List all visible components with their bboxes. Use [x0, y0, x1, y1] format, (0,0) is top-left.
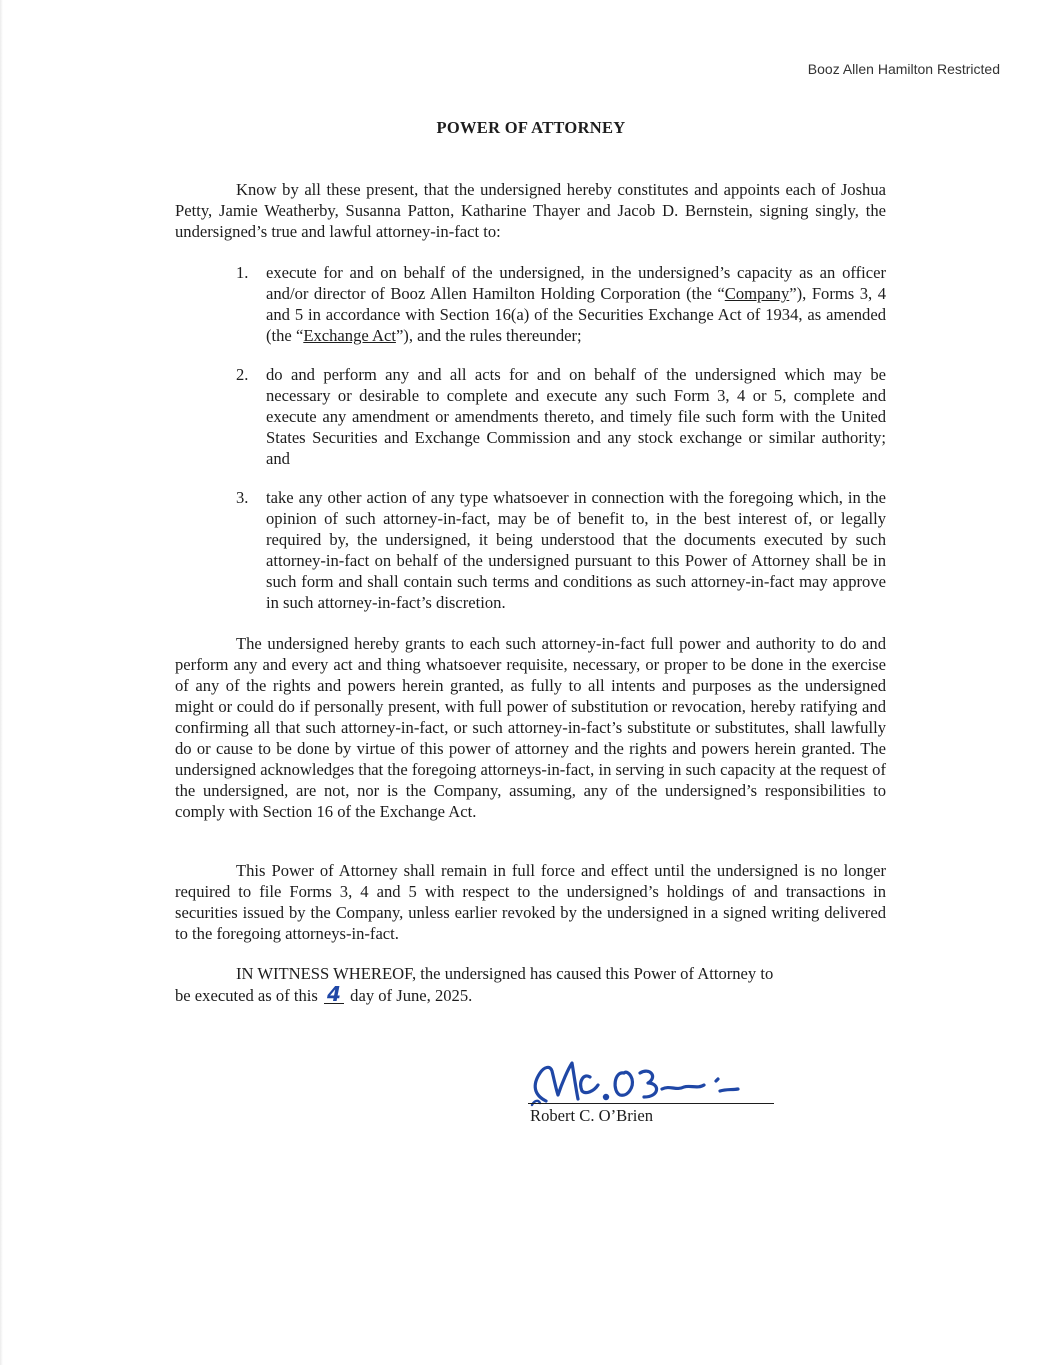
intro-paragraph	[175, 179, 886, 242]
grant-paragraph	[175, 633, 886, 822]
power-list-item-3	[236, 487, 886, 613]
power-list-item-2	[236, 364, 886, 469]
defined-term-exchange-act: Exchange Act	[303, 326, 396, 345]
list-number: 1.	[236, 263, 249, 282]
power-list-item-1	[236, 262, 886, 346]
defined-term-company: Company	[724, 284, 790, 303]
intro-text: Know by all these present, that the undersigned hereby constitutes and appoints each of Joshua Petty, Jamie Weatherby, Susanna Patton, Katharine Thayer and Jacob D. Bernstein, signing singly, the undersigned’s true and lawful attorney-in-fact to:	[175, 180, 886, 241]
grant-text: The undersigned hereby grants to each such attorney-in-fact full power and authority to do and perform any and every act and thing whatsoever requisite, necessary, or proper to be done in the exercise of any of the rights and powers herein granted, as fully to all intents and purposes as the undersigned might or could do if personally present, with full power of substitution or revocation, hereby ratifying and confirming all that such attorney-in-fact, or such attorney-in-fact’s substitute or substitutes, shall lawfully do or cause to be done by virtue of this power of attorney and the rights and powers herein granted. The undersigned acknowledges that the foregoing attorneys-in-fact, in serving in such capacity at the request of the undersigned, are not, nor is the Company, assuming, any of the undersigned’s responsibilities to comply with Section 16 of the Exchange Act.	[175, 634, 886, 821]
list-number: 2.	[236, 365, 249, 384]
list-item	[236, 364, 886, 469]
duration-text: This Power of Attorney shall remain in full force and effect until the undersigned is no longer required to file Forms 3, 4 and 5 with respect to the undersigned’s holdings of and transactions in securities issued by the Company, unless earlier revoked by the undersigned in a signed writing delivered to the foregoing attorneys-in-fact.	[175, 861, 886, 943]
witness-line-2	[175, 982, 875, 1007]
item-text: do and perform any and all acts for and on behalf of the undersigned which may be necessary or desirable to complete and execute any such Form 3, 4 or 5, complete and execute any amendment or amendments thereto, and timely file such form with the United States Securities and Exchange Commission and any stock exchange or similar authority; and	[266, 365, 886, 468]
duration-paragraph	[175, 860, 886, 944]
scan-edge	[0, 0, 3, 1365]
list-item	[236, 262, 886, 346]
item-text-part: ”), and the rules thereunder;	[395, 326, 582, 345]
signer-name: Robert C. O’Brien	[530, 1106, 654, 1125]
item-text: take any other action of any type whatsoever in connection with the foregoing which, in the opinion of such attorney-in-fact, may be of benefit to, in the best interest of, or legally required by, the undersigned, it being understood that the documents executed by such attorney-in-fact on behalf of the undersigned pursuant to this Power of Attorney shall be in such form and shall contain such terms and conditions as such attorney-in-fact may approve in such attorney-in-fact’s discretion.	[266, 488, 886, 612]
item-text-part: execute for and on behalf of the undersigned, in the undersigned’s capacity as an officer and/or director of Booz Allen Hamilton Holding Corporation (the “	[266, 263, 886, 303]
list-number: 3.	[236, 488, 249, 507]
document-title: POWER OF ATTORNEY	[436, 118, 626, 137]
list-item	[236, 487, 886, 613]
witness-text: day of June, 2025.	[350, 986, 473, 1005]
witness-clause	[175, 963, 875, 1007]
signature-line	[528, 1103, 774, 1104]
witness-text: be executed as of this	[175, 986, 318, 1005]
classification-label: Booz Allen Hamilton Restricted	[807, 61, 1000, 77]
item-text-part: ”), Forms 3, 4 and 5 in accordance with Section 16(a) of the Securities Exchange Act of 1934, as amended (the “	[266, 284, 886, 345]
handwritten-day: 4	[324, 985, 344, 1004]
handwritten-signature	[528, 1055, 778, 1107]
witness-line-1: IN WITNESS WHEREOF, the undersigned has caused this Power of Attorney to	[236, 964, 774, 983]
